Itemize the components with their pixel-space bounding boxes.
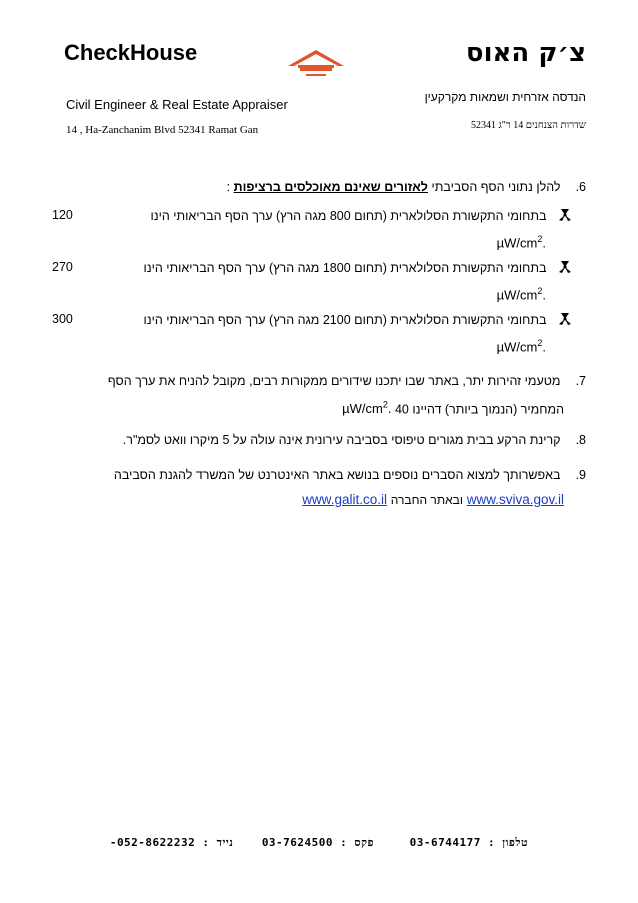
bullet-text: בתחומי התקשורת הסלולארית (תחום 2100 מגה הרץ) ערך הסף הבריאותי הינו (143, 313, 547, 327)
bullet-value: 120 (52, 208, 73, 222)
phone-number: 03-6744177 (409, 836, 481, 849)
house-logo-icon (284, 48, 348, 82)
company-subtitle-en: Civil Engineer & Real Estate Appraiser (66, 97, 288, 112)
contact-footer (0, 836, 638, 849)
item-7-line2-row (52, 400, 564, 416)
bullet-value: 300 (52, 312, 73, 326)
item-underlined-text: לאזורים שאינם מאוכלסים ברציפות (233, 180, 428, 194)
item-9-line1: באפשרותך למצוא הסברים נוספים בנושא באתר האינטרנט של המשרד להגנת הסביבה (113, 468, 561, 482)
bullet-row (52, 312, 586, 327)
item-number: 9. (575, 468, 586, 482)
sviva-link[interactable]: www.sviva.gov.il (466, 492, 564, 507)
bullet-text: בתחומי התקשורת הסלולארית (תחום 800 מגה הרץ) ערך הסף הבריאותי הינו (150, 209, 547, 223)
item-8-text: קרינת הרקע בבית מגורים טיפוסי בסביבה עירונית אינה עולה על 5 מיקרו וואט לסמ"ר. (122, 433, 561, 447)
item-8 (52, 433, 586, 447)
bullet-row (52, 260, 586, 275)
item-9-links-row (52, 492, 564, 507)
bullet-text: בתחומי התקשורת הסלולארית (תחום 1800 מגה הרץ) ערך הסף הבריאותי הינו (143, 261, 547, 275)
fax-label: פקס : (340, 836, 375, 849)
bullet-unit: $\mu W/cm^2$. (496, 286, 546, 303)
fax-number: 03-7624500 (261, 836, 334, 849)
company-address-he: שדרות הצנחנים 14 ר"ג 52341 (470, 120, 586, 131)
mobile-label: נייד : (202, 836, 234, 849)
item-7-line2: המחמיר (הנמוך ביותר) דהיינו 40 (394, 402, 564, 417)
item-9 (52, 468, 586, 482)
radiation-bullet-icon (556, 208, 572, 222)
links-connector: ובאתר החברה (390, 493, 463, 507)
company-address-en: 14 , Ha-Zanchanim Blvd 52341 Ramat Gan (66, 124, 259, 136)
company-subtitle-he: הנדסה אזרחית ושמאות מקרקעין (424, 90, 586, 104)
item-7-unit: $\mu W/cm^2$. (342, 400, 392, 417)
bullet-unit: $\mu W/cm^2$. (496, 338, 546, 355)
phone-label: טלפון : (488, 836, 529, 849)
bullet-unit: $\mu W/cm^2$. (496, 234, 546, 251)
bullet-value: 270 (52, 260, 73, 274)
item-tail: : (226, 180, 231, 194)
radiation-bullet-icon (556, 312, 572, 326)
item-6 (52, 180, 586, 194)
item-number: 6. (575, 180, 586, 194)
item-7 (52, 374, 586, 388)
item-number: 8. (575, 433, 586, 447)
company-name-he: צ׳ק האוס (465, 38, 586, 68)
galit-link[interactable]: www.galit.co.il (302, 492, 387, 507)
bullet-row (52, 208, 586, 223)
mobile-number: 052-8622232- (109, 836, 196, 849)
radiation-bullet-icon (556, 260, 572, 274)
item-7-line1: מטעמי זהירות יתר, באתר שבו יתכנו שידורים ממקורות רבים, מקובל להניח את ערך הסף (107, 374, 561, 388)
item-lead-text: להלן נתוני הסף הסביבתי (431, 180, 561, 194)
company-name-en: CheckHouse (64, 40, 198, 65)
item-number: 7. (575, 374, 586, 388)
